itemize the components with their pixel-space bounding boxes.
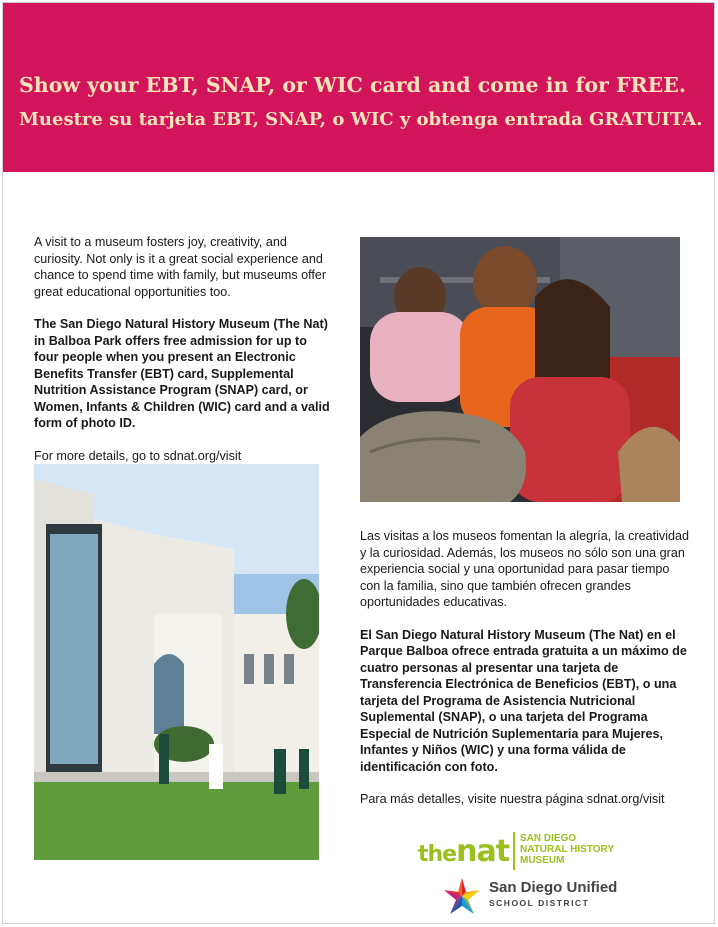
spanish-column	[360, 528, 690, 824]
san-diego-unified-logo	[442, 876, 642, 918]
spanish-offer: El San Diego Natural History Museum (The Nat) en el Parque Balboa ofrece entrada gratuita a un máximo de cuatro personas al presentar una tarjeta de Transferencia Electrónica de Beneficios (EBT), o una tarjeta del Programa de Asistencia Nutricional Suplemental (SNAP), o una tarjeta del Programa Especial de Nutrición Suplementaria para Mujeres, Infantes y Niños (WIC) y una forma válida de identificación con foto.	[360, 627, 687, 774]
district-subtitle: SCHOOL DISTRICT	[489, 898, 590, 908]
english-details: For more details, go to sdnat.org/visit	[34, 448, 242, 463]
the-nat-logo	[418, 830, 658, 874]
spanish-intro: Las visitas a los museos fomentan la alegría, la creatividad y la curiosidad. Además, los museos no sólo son una gran experiencia social y una oportunidad para pasar tiempo con la familia, sino que también ofrecen grandes oportunidades educativas.	[360, 529, 690, 609]
the-nat-logo-text: SAN DIEGO NATURAL HISTORY MUSEUM	[520, 833, 615, 866]
museum-building-photo	[34, 464, 319, 860]
banner-headline-english: Show your EBT, SNAP, or WIC card and come in for FREE.	[19, 73, 686, 97]
english-offer: The San Diego Natural History Museum (The Nat) in Balboa Park offers free admission for up to four people when you present an Electronic Benefits Transfer (EBT) card, Supplemental Nutrition Assistance Program (SNAP) card, or Women, Infants & Children (WIC) card and a valid form of photo ID.	[34, 317, 330, 430]
district-name: San Diego Unified	[489, 879, 618, 896]
header-banner	[3, 3, 714, 172]
english-intro: A visit to a museum fosters joy, creativity, and curiosity. Not only is it a great social experience and chance to spend time with family, but museums offer great educational opportunities too.	[34, 235, 327, 299]
english-column	[34, 234, 334, 480]
logo-divider	[513, 832, 515, 870]
star-icon	[442, 876, 482, 916]
the-nat-wordmark: thenat	[418, 834, 510, 869]
spanish-details: Para más detalles, visite nuestra página sdnat.org/visit	[360, 792, 665, 806]
children-exhibit-photo	[360, 237, 680, 502]
banner-headline-spanish: Muestre su tarjeta EBT, SNAP, o WIC y obtenga entrada GRATUITA.	[19, 109, 703, 130]
